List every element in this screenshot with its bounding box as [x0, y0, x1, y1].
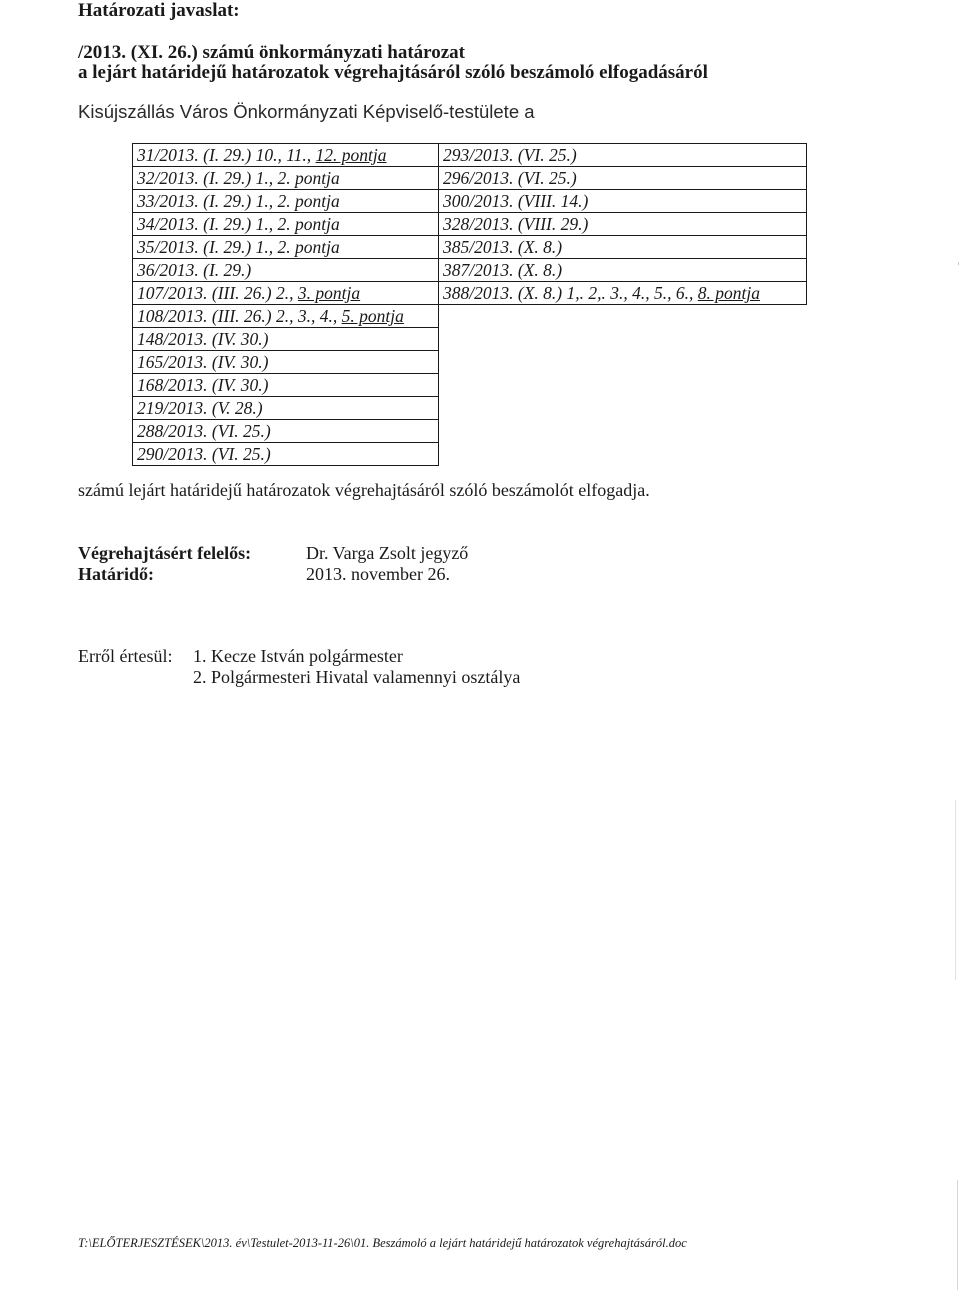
resolution-ref: 32/2013. (I. 29.) 1., 2. pontja	[137, 168, 340, 188]
deadline-value: 2013. november 26.	[306, 564, 450, 584]
resolution-ref: 300/2013. (VIII. 14.)	[443, 191, 589, 211]
scan-mark	[955, 800, 956, 980]
resolution-row	[439, 213, 807, 236]
resolution-number: /2013. (XI. 26.) számú önkormányzati határozat	[78, 42, 466, 63]
resolution-row	[439, 259, 807, 282]
resolution-row	[133, 259, 439, 282]
file-path-footer: T:\ELŐTERJESZTÉSEK\2013. év\Testulet-2013-11-26\01. Beszámoló a lejárt határidejű határozatok végrehajtásáról.doc	[78, 1236, 687, 1250]
resolution-cell	[133, 305, 439, 328]
resolution-ref: 165/2013. (IV. 30.)	[137, 352, 269, 372]
resolution-ref-underlined: 8. pontja	[697, 283, 760, 303]
resolution-row	[133, 351, 439, 374]
resolution-row	[133, 190, 439, 213]
notified-label: Erről értesül:	[78, 646, 173, 666]
resolution-cell	[439, 213, 807, 236]
resolution-ref: 31/2013. (I. 29.) 10., 11.,	[137, 145, 316, 165]
resolution-cell	[133, 397, 439, 420]
resolution-ref: 33/2013. (I. 29.) 1., 2. pontja	[137, 191, 340, 211]
acceptance-text: számú lejárt határidejű határozatok végrehajtásáról szóló beszámolót elfogadja.	[78, 480, 650, 500]
resolution-cell	[133, 236, 439, 259]
resolution-cell	[133, 420, 439, 443]
resolution-row	[133, 420, 439, 443]
scan-mark	[957, 1180, 958, 1290]
resolution-row	[439, 236, 807, 259]
resolution-row	[133, 282, 439, 305]
resolution-ref-underlined: 12. pontja	[315, 145, 387, 165]
resolution-row	[133, 305, 439, 328]
resolution-ref: 290/2013. (VI. 25.)	[137, 444, 271, 464]
resolution-cell	[439, 259, 807, 282]
resolution-title: a lejárt határidejű határozatok végrehajtásáról szóló beszámoló elfogadásáról	[78, 62, 708, 83]
resolution-cell	[133, 259, 439, 282]
resolution-cell	[133, 351, 439, 374]
resolution-cell	[439, 167, 807, 190]
responsible-value: Dr. Varga Zsolt jegyző	[306, 543, 469, 563]
resolution-ref: 107/2013. (III. 26.) 2.,	[137, 283, 298, 303]
resolution-cell	[439, 190, 807, 213]
resolution-ref: 288/2013. (VI. 25.)	[137, 421, 271, 441]
resolution-cell	[439, 282, 807, 305]
scan-mark	[958, 262, 959, 265]
resolution-row	[133, 443, 439, 466]
resolution-ref: 387/2013. (X. 8.)	[443, 260, 563, 280]
resolution-cell	[133, 144, 439, 167]
resolution-row	[133, 213, 439, 236]
resolution-list-left	[132, 143, 439, 466]
resolution-ref: 34/2013. (I. 29.) 1., 2. pontja	[137, 214, 340, 234]
resolution-ref: 293/2013. (VI. 25.)	[443, 145, 577, 165]
resolution-row	[439, 144, 807, 167]
resolution-cell	[133, 282, 439, 305]
resolution-row	[133, 374, 439, 397]
resolution-row	[439, 190, 807, 213]
deadline-label: Határidő:	[78, 564, 154, 584]
resolution-ref-underlined: 3. pontja	[297, 283, 361, 303]
resolution-cell	[133, 213, 439, 236]
resolution-ref: 36/2013. (I. 29.)	[137, 260, 252, 280]
notified-item: 1. Kecze István polgármester	[193, 646, 403, 666]
resolution-ref: 385/2013. (X. 8.)	[443, 237, 563, 257]
resolution-row	[133, 167, 439, 190]
resolution-list-right	[439, 143, 807, 305]
resolution-ref: 328/2013. (VIII. 29.)	[443, 214, 589, 234]
resolution-row	[439, 167, 807, 190]
resolution-row	[133, 328, 439, 351]
resolution-ref-underlined: 5. pontja	[341, 306, 404, 326]
resolution-ref: 148/2013. (IV. 30.)	[137, 329, 269, 349]
resolution-row	[439, 282, 807, 305]
resolution-ref: 296/2013. (VI. 25.)	[443, 168, 577, 188]
resolution-cell	[133, 190, 439, 213]
resolution-cell	[439, 144, 807, 167]
responsible-label: Végrehajtásért felelős:	[78, 543, 252, 563]
resolution-row	[133, 144, 439, 167]
page-heading: Határozati javaslat:	[78, 0, 240, 21]
body-intro-text: Kisújszállás Város Önkormányzati Képviselő-testülete a	[78, 101, 535, 122]
resolution-ref: 108/2013. (III. 26.) 2., 3., 4.,	[137, 306, 342, 326]
resolution-cell	[439, 236, 807, 259]
resolution-ref: 388/2013. (X. 8.) 1,. 2,. 3., 4., 5., 6.,	[443, 283, 698, 303]
resolution-ref: 168/2013. (IV. 30.)	[137, 375, 269, 395]
resolution-row	[133, 236, 439, 259]
resolution-cell	[133, 328, 439, 351]
resolution-cell	[133, 167, 439, 190]
resolution-cell	[133, 374, 439, 397]
resolution-cell	[133, 443, 439, 466]
resolution-row	[133, 397, 439, 420]
notified-item: 2. Polgármesteri Hivatal valamennyi osztálya	[193, 667, 521, 687]
resolution-ref: 219/2013. (V. 28.)	[137, 398, 263, 418]
resolution-ref: 35/2013. (I. 29.) 1., 2. pontja	[137, 237, 340, 257]
